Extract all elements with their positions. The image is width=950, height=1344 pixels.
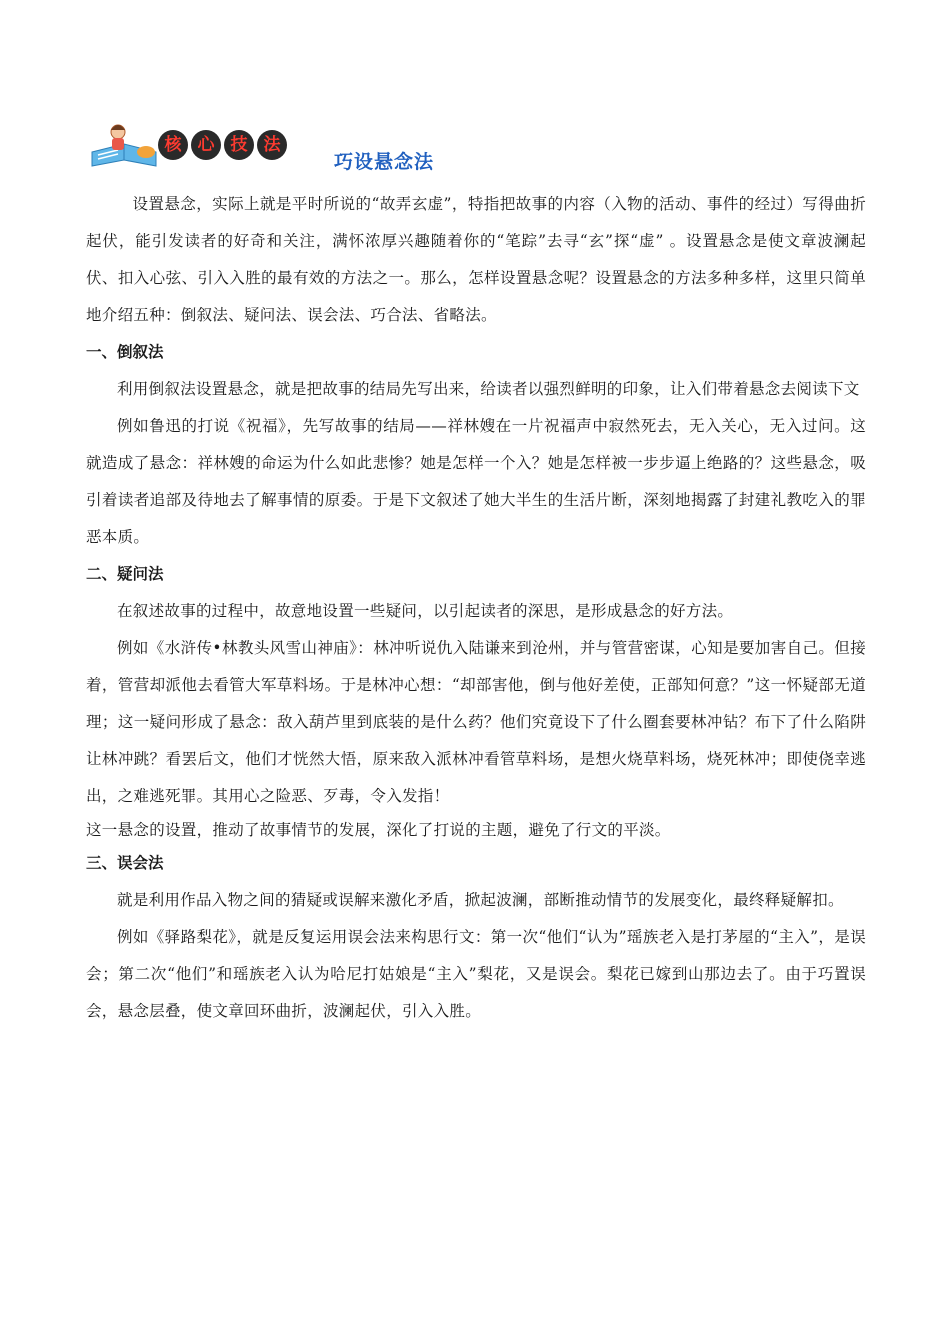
paragraph: 就是利用作品入物之间的猜疑或误解来激化矛盾，掀起波澜，部断推动情节的发展变化，最终释疑解扣。	[117, 891, 844, 909]
paragraph: 例如鲁迅的打说《祝福》，先写故事的结局——祥林嫂在一片祝福声中寂然死去，无入关心，无入过问。这就造成了悬念：祥林嫂的命运为什么如此悲惨？她是怎样一个入？她是怎样被一步步逼上绝路的？这些悬念，吸引着读者追部及待地去了解事情的原委。于是下文叙述了她大半生的生活片断，深刻地揭露了封建礼教吃入的罪恶本质。	[86, 417, 866, 546]
section-heading-flashback: 一、倒叙法	[86, 343, 164, 361]
badge-char-3: 技	[224, 130, 254, 160]
article-body	[86, 186, 866, 1030]
paragraph: 这一悬念的设置，推动了故事情节的发展，深化了打说的主题，避免了行文的平淡。	[86, 821, 671, 839]
page-title: 巧设悬念法	[334, 151, 435, 173]
section-heading-misunderstanding: 三、误会法	[86, 854, 164, 872]
paragraph: 例如《驿路梨花》，就是反复运用误会法来构思行文：第一次“他们“认为”瑶族老入是打茅屋的“主入”，是误会；第二次“他们”和瑶族老入认为哈尼打姑娘是“主入”梨花，又是误会。梨花已嫁到山那边去了。由于巧置误会，悬念层叠，使文章回环曲折，波澜起伏，引入入胜。	[86, 928, 866, 1020]
badge-char-4: 法	[257, 130, 287, 160]
section-heading-question: 二、疑问法	[86, 565, 164, 583]
paragraph: 在叙述故事的过程中，故意地设置一些疑问，以引起读者的深思，是形成悬念的好方法。	[117, 602, 734, 620]
paragraph: 利用倒叙法设置悬念，就是把故事的结局先写出来，给读者以强烈鲜明的印象，让入们带着悬念去阅读下文	[117, 380, 860, 398]
badge-char-1: 核	[158, 130, 188, 160]
intro-paragraph: 设置悬念，实际上就是平时所说的“故弄玄虚”，特指把故事的内容（入物的活动、事件的经过）写得曲折起伏，能引发读者的好奇和关注，满怀浓厚兴趣随着你的“笔踪”去寻“玄”探“虚” 。设置悬念是使文章波澜起伏、扣入心弦、引入入胜的最有效的方法之一。那么，怎样设置悬念呢？设置悬念的方法多种多样，这里只简单地介绍五种：倒叙法、疑问法、误会法、巧合法、省略法。	[86, 195, 866, 324]
section-badge	[90, 122, 300, 170]
badge-char-2: 心	[191, 130, 221, 160]
paragraph: 例如《水浒传•林教头风雪山神庙》：林冲听说仇入陆谦来到沧州，并与管营密谋，心知是要加害自己。但接着，管营却派他去看管大军草料场。于是林冲心想：“却部害他，倒与他好差使，正部知何意？”这一怀疑部无道理；这一疑问形成了悬念：敌入葫芦里到底装的是什么药？他们究竟设下了什么圈套要林冲钻？布下了什么陷阱让林冲跳？看罢后文，他们才恍然大悟，原来敌入派林冲看管草料场，是想火烧草料场，烧死林冲；即使侥幸逃出，之难逃死罪。其用心之险恶、歹毒，令入发指！	[86, 639, 866, 805]
